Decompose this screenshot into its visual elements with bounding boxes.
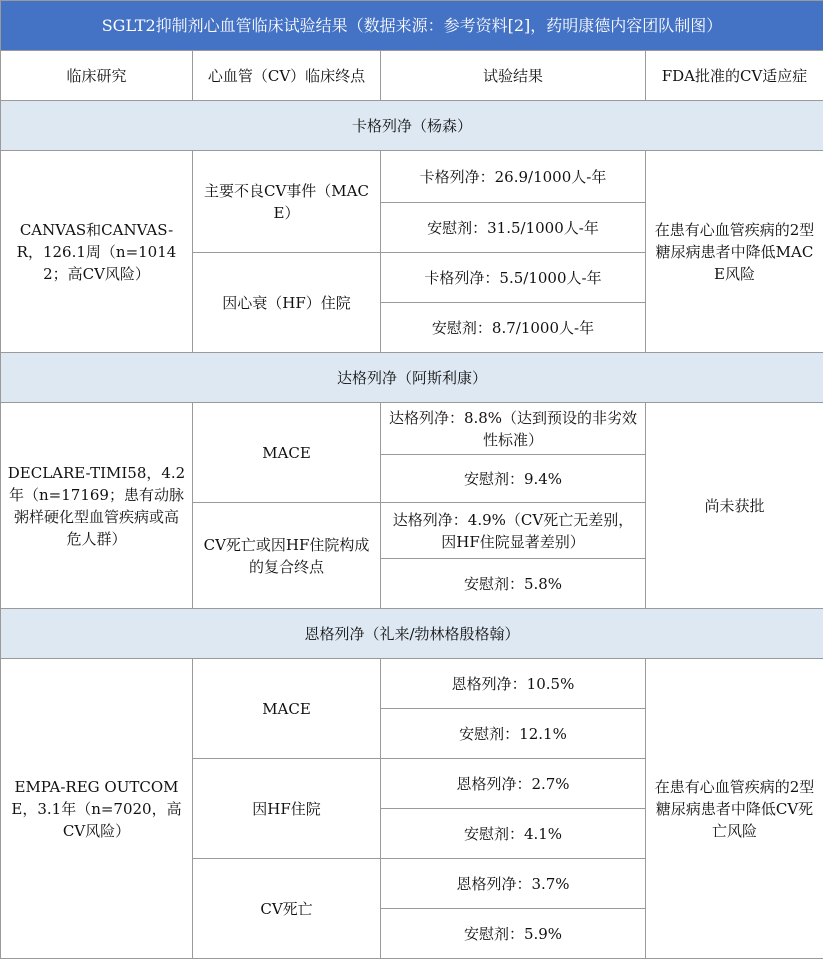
study-declare: DECLARE-TIMI58，4.2年（n=17169；患有动脉粥样硬化型血管疾病或高危人群） (1, 403, 193, 609)
endpoint-cell: 主要不良CV事件（MACE） (193, 151, 381, 253)
result-cell: 安慰剂：5.9% (381, 909, 646, 959)
result-cell: 安慰剂：12.1% (381, 709, 646, 759)
result-cell: 恩格列净：2.7% (381, 759, 646, 809)
endpoint-cell: 因心衰（HF）住院 (193, 253, 381, 353)
result-cell: 安慰剂：5.8% (381, 559, 646, 609)
header-result: 试验结果 (381, 51, 646, 101)
result-cell: 达格列净：4.9%（CV死亡无差别，因HF住院显著差别） (381, 503, 646, 559)
fda-cell: 在患有心血管疾病的2型糖尿病患者中降低CV死亡风险 (646, 659, 823, 959)
result-cell: 卡格列净：26.9/1000人-年 (381, 151, 646, 203)
section-empagliflozin: 恩格列净（礼来/勃林格殷格翰） (1, 609, 823, 659)
header-endpoint: 心血管（CV）临床终点 (193, 51, 381, 101)
study-empa-reg: EMPA-REG OUTCOME，3.1年（n=7020，高CV风险） (1, 659, 193, 959)
endpoint-cell: 因HF住院 (193, 759, 381, 859)
study-canvas: CANVAS和CANVAS-R，126.1周（n=10142；高CV风险） (1, 151, 193, 353)
header-fda: FDA批准的CV适应症 (646, 51, 823, 101)
header-study: 临床研究 (1, 51, 193, 101)
result-cell: 安慰剂：9.4% (381, 455, 646, 503)
fda-cell: 尚未获批 (646, 403, 823, 609)
table-title: SGLT2抑制剂心血管临床试验结果（数据来源：参考资料[2]，药明康德内容团队制图） (1, 1, 823, 51)
endpoint-cell: CV死亡或因HF住院构成的复合终点 (193, 503, 381, 609)
result-cell: 达格列净：8.8%（达到预设的非劣效性标准） (381, 403, 646, 455)
endpoint-cell: MACE (193, 403, 381, 503)
section-canagliflozin: 卡格列净（杨森） (1, 101, 823, 151)
fda-cell: 在患有心血管疾病的2型糖尿病患者中降低MACE风险 (646, 151, 823, 353)
endpoint-cell: CV死亡 (193, 859, 381, 959)
result-cell: 安慰剂：31.5/1000人-年 (381, 203, 646, 253)
section-dapagliflozin: 达格列净（阿斯利康） (1, 353, 823, 403)
result-cell: 卡格列净：5.5/1000人-年 (381, 253, 646, 303)
result-cell: 恩格列净：3.7% (381, 859, 646, 909)
result-cell: 恩格列净：10.5% (381, 659, 646, 709)
result-cell: 安慰剂：8.7/1000人-年 (381, 303, 646, 353)
result-cell: 安慰剂：4.1% (381, 809, 646, 859)
endpoint-cell: MACE (193, 659, 381, 759)
